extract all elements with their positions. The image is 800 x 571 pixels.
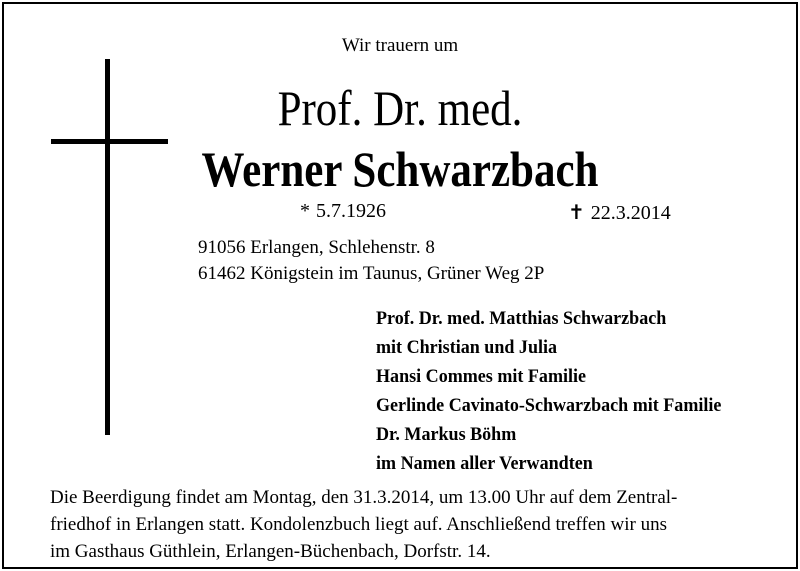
address-line: 91056 Erlangen, Schlehenstr. 8 bbox=[198, 237, 435, 258]
death-cross-icon: ✝ bbox=[568, 202, 585, 224]
birth-star-icon: * bbox=[300, 200, 310, 222]
obituary-notice bbox=[2, 2, 798, 569]
funeral-details-line: friedhof in Erlangen statt. Kondolenzbuch liegt auf. Anschließend treffen wir uns bbox=[50, 514, 667, 535]
mourner-line: Hansi Commes mit Familie bbox=[376, 366, 587, 387]
mourner-line: Dr. Markus Böhm bbox=[376, 424, 517, 445]
mourner-line: mit Christian und Julia bbox=[376, 337, 558, 358]
birth-info bbox=[300, 200, 386, 223]
death-info bbox=[568, 200, 671, 225]
intro-text: Wir trauern um bbox=[341, 35, 459, 56]
deceased-name: Werner Schwarzbach bbox=[201, 141, 599, 197]
birth-date: 5.7.1926 bbox=[316, 200, 386, 222]
mourner-line: im Namen aller Verwandten bbox=[376, 453, 593, 474]
mourners-list bbox=[376, 304, 740, 478]
mourner-line: Prof. Dr. med. Matthias Schwarzbach bbox=[376, 308, 667, 329]
funeral-details-line: im Gasthaus Güthlein, Erlangen-Büchenbach, Dorfstr. 14. bbox=[50, 541, 491, 562]
funeral-details bbox=[50, 484, 780, 565]
death-date: 22.3.2014 bbox=[590, 202, 671, 224]
address-line: 61462 Königstein im Taunus, Grüner Weg 2P bbox=[198, 263, 545, 284]
funeral-details-line: Die Beerdigung findet am Montag, den 31.3.2014, um 13.00 Uhr auf dem Zentral- bbox=[50, 487, 678, 508]
mourner-line: Gerlinde Cavinato-Schwarzbach mit Familie bbox=[376, 395, 722, 416]
academic-title: Prof. Dr. med. bbox=[277, 80, 523, 136]
